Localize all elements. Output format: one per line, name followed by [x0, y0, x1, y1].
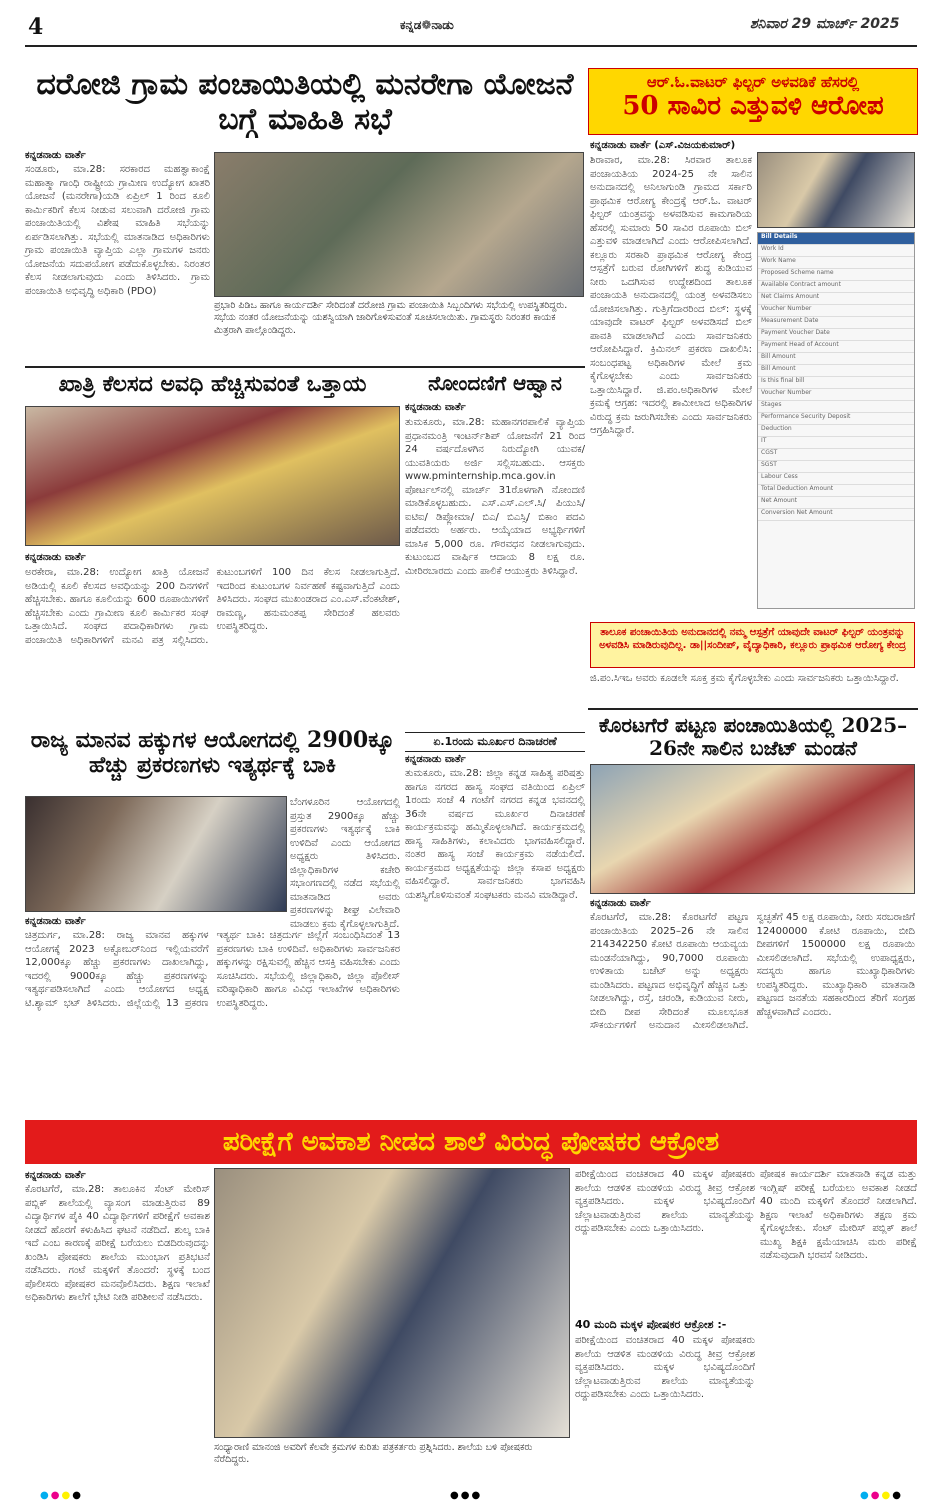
- story6-body: ಚಿತ್ರದುರ್ಗ, ಮಾ.28: ರಾಜ್ಯ ಮಾನವ ಹಕ್ಕುಗಳ ಆಯೋಗಕ್ಕೆ 2023 ಅಕ್ಟೋಬರ್‌ನಿಂದ ಇಲ್ಲಿಯವರೆಗೆ 12,000ಕ್ಕೂ ಹೆಚ್ಚು ಪ್ರಕರಣಗಳು ದಾಖಲಾಗಿದ್ದು, ಇದರಲ್ಲಿ 9000ಕ್ಕೂ ಹೆಚ್ಚು ಪ್ರಕರಣಗಳನ್ನು ಇತ್ಯರ್ಥಪಡಿಸಲಾಗಿದೆ ಎಂದು ಆಯೋಗದ ಅಧ್ಯಕ್ಷ ಟಿ.ಶ್ಯಾಮ್ ಭಟ್ ತಿಳಿಸಿದರು. ಜಿಲ್ಲೆಯಲ್ಲಿ 13 ಪ್ರಕರಣ ಇತ್ಯರ್ಥ ಬಾಕಿ: ಚಿತ್ರದುರ್ಗ ಜಿಲ್ಲೆಗೆ ಸಂಬಂಧಿಸಿದಂತೆ 13 ಪ್ರಕರಣಗಳು ಬಾಕಿ ಉಳಿದಿವೆ. ಅಧಿಕಾರಿಗಳು ಸಾರ್ವಜನಿಕರ ಹಕ್ಕುಗಳನ್ನು ರಕ್ಷಿಸುವಲ್ಲಿ ಹೆಚ್ಚಿನ ಆಸಕ್ತಿ ವಹಿಸಬೇಕು ಎಂದು ಸೂಚಿಸಿದರು. ಸಭೆಯಲ್ಲಿ ಜಿಲ್ಲಾಧಿಕಾರಿ, ಜಿಲ್ಲಾ ಪೊಲೀಸ್ ವರಿಷ್ಠಾಧಿಕಾರಿ ಹಾಗೂ ವಿವಿಧ ಇಲಾಖೆಗಳ ಅಧಿಕಾರಿಗಳು ಉಪಸ್ಥಿತರಿದ್ದರು.: [25, 930, 400, 1009]
- story3-photo: [25, 406, 400, 546]
- story2-headline-box: [588, 68, 918, 135]
- bill-document-row: Measurement Date: [758, 317, 914, 329]
- bill-document-row: Performance Security Deposit: [758, 413, 914, 425]
- story2-body: ಶಿರಾವಾರ, ಮಾ.28: ಸಿರವಾರ ತಾಲೂಕ ಪಂಚಾಯತಿಯ 2024-25 ನೇ ಸಾಲಿನ ಅನುದಾನದಲ್ಲಿ ಅನಿಲಾಗುಂಡಿ ಗ್ರಾಮದ ಸರ್ಕಾರಿ ಪ್ರಾಥಮಿಕ ಆರೋಗ್ಯ ಕೇಂದ್ರಕ್ಕೆ ಆರ್.ಓ. ವಾಟರ್ ಫಿಲ್ಟರ್ ಯಂತ್ರವನ್ನು ಅಳವಡಿಸುವ ಕಾಮಗಾರಿಯ ಹೆಸರಲ್ಲಿ ಸುಮಾರು 50 ಸಾವಿರ ರೂಪಾಯಿ ಬಿಲ್ ಎತ್ತುವಳಿ ಮಾಡಲಾಗಿದೆ ಎಂದು ಆರೋಪಿಸಲಾಗಿದೆ. ಕಲ್ಲೂರು ಸರಕಾರಿ ಪ್ರಾಥಮಿಕ ಆರೋಗ್ಯ ಕೇಂದ್ರ ಆಸ್ಪತ್ರೆಗೆ ಬರುವ ರೋಗಿಗಳಿಗೆ ಶುದ್ಧ ಕುಡಿಯುವ ನೀರು ಒದಗಿಸುವ ಉದ್ದೇಶದಿಂದ ತಾಲೂಕ ಪಂಚಾಯತಿ ಅನುದಾನದಲ್ಲಿ ಯಂತ್ರ ಅಳವಡಿಸಲು ಯೋಜಿಸಲಾಗಿತ್ತು. ಗುತ್ತಿಗೆದಾರರಿಂದ ಬಿಲ್: ಸ್ಥಳಕ್ಕೆ ಯಾವುದೇ ವಾಟರ್ ಫಿಲ್ಟರ್ ಅಳವಡಿಸದೆ ಬಿಲ್ ಪಾವತಿ ಮಾಡಲಾಗಿದೆ ಎಂದು ಸಾರ್ವಜನಿಕರು ಆರೋಪಿಸಿದ್ದಾರೆ. ಕ್ರಿಮಿನಲ್ ಪ್ರಕರಣ ದಾಖಲಿಸಿ: ಸಂಬಂಧಪಟ್ಟ ಅಧಿಕಾರಿಗಳ ಮೇಲೆ ಕ್ರಮ ಕೈಗೊಳ್ಳಬೇಕು ಎಂದು ಸಾರ್ವಜನಿಕರು ಒತ್ತಾಯಿಸಿದ್ದಾರೆ. ಜಿ.ಪಂ.ಅಧಿಕಾರಿಗಳ ಮೇಲೆ ಕ್ರಮಕ್ಕೆ ಆಗ್ರಹ: ಇದರಲ್ಲಿ ಶಾಮೀಲಾದ ಅಧಿಕಾರಿಗಳ ವಿರುದ್ಧ ಕ್ರಮ ಜರುಗಿಸಬೇಕು ಎಂದು ಸಾರ್ವಜನಿಕರು ಆಗ್ರಹಿಸಿದ್ದಾರೆ.: [590, 155, 752, 436]
- bill-document-row: CGST: [758, 449, 914, 461]
- story8-mid-body: ಪರೀಕ್ಷೆಯಿಂದ ವಂಚಿತರಾದ 40 ಮಕ್ಕಳ ಪೋಷಕರು ಶಾಲೆಯ ಆಡಳಿತ ಮಂಡಳಿಯ ವಿರುದ್ಧ ತೀವ್ರ ಆಕ್ರೋಶ ವ್ಯಕ್ತಪಡಿಸಿದರು. ಮಕ್ಕಳ ಭವಿಷ್ಯದೊಂದಿಗೆ ಚೆಲ್ಲಾಟವಾಡುತ್ತಿರುವ ಶಾಲೆಯ ಮಾನ್ಯತೆಯನ್ನು ರದ್ದುಪಡಿಸಬೇಕು ಎಂದು ಒತ್ತಾಯಿಸಿದರು.: [575, 1335, 755, 1400]
- bill-document-row: Stages: [758, 401, 914, 413]
- story1-photo: [214, 152, 584, 297]
- print-registration-dots-center: ●●●: [450, 1490, 483, 1501]
- story8-photo: [214, 1168, 570, 1438]
- story4-body: ತುಮಕೂರು, ಮಾ.28: ಮಹಾನಗರಪಾಲಿಕೆ ವ್ಯಾಪ್ತಿಯ ಪ್ರಧಾನಮಂತ್ರಿ ಇಂಟರ್ನ್‌ಶಿಪ್ ಯೋಜನೆಗೆ 21 ರಿಂದ 24 ವರ್ಷದೊಳಗಿನ ನಿರುದ್ಯೋಗಿ ಯುವಕ/ಯುವತಿಯರು ಅರ್ಜಿ ಸಲ್ಲಿಸಬಹುದು. ಆಸಕ್ತರು www.pminternship.mca.gov.in ಪೋರ್ಟಲ್‌ನಲ್ಲಿ ಮಾರ್ಚ್ 31ರೊಳಗಾಗಿ ನೋಂದಣಿ ಮಾಡಿಕೊಳ್ಳಬಹುದು. ಎಸ್.ಎಸ್.ಎಲ್.ಸಿ/ ಪಿಯುಸಿ/ ಐಟಿಐ/ ಡಿಪ್ಲೋಮಾ/ ಬಿಎ/ ಬಿಎಸ್ಸಿ/ ಬಿಕಾಂ ಪದವಿ ಪಡೆದವರು ಅರ್ಹರು. ಆಯ್ಕೆಯಾದ ಅಭ್ಯರ್ಥಿಗಳಿಗೆ ಮಾಸಿಕ 5,000 ರೂ. ಗೌರವಧನ ನೀಡಲಾಗುವುದು. ಕುಟುಂಬದ ವಾರ್ಷಿಕ ಆದಾಯ 8 ಲಕ್ಷ ರೂ. ಮೀರಿರಬಾರದು ಎಂದು ಪಾಲಿಕೆ ಆಯುಕ್ತರು ತಿಳಿಸಿದ್ದಾರೆ.: [405, 417, 585, 577]
- section-rule: [25, 366, 585, 368]
- story7-body: ಕೊರಟಗೆರೆ, ಮಾ.28: ಕೊರಟಗೆರೆ ಪಟ್ಟಣ ಪಂಚಾಯಿತಿಯ 2025–26 ನೇ ಸಾಲಿನ 214342250 ಕೋಟಿ ರೂಪಾಯಿ ಆಯವ್ಯಯ ಮಂಡನೆಯಾಗಿದ್ದು, 90,7000 ರೂಪಾಯಿ ಉಳಿತಾಯ ಬಜೆಟ್ ಅನ್ನು ಅಧ್ಯಕ್ಷರು ಮಂಡಿಸಿದರು. ಪಟ್ಟಣದ ಅಭಿವೃದ್ಧಿಗೆ ಹೆಚ್ಚಿನ ಒತ್ತು ನೀಡಲಾಗಿದ್ದು, ರಸ್ತೆ, ಚರಂಡಿ, ಕುಡಿಯುವ ನೀರು, ಬೀದಿ ದೀಪ ಸೇರಿದಂತೆ ಮೂಲಭೂತ ಸೌಕರ್ಯಗಳಿಗೆ ಅನುದಾನ ಮೀಸಲಿಡಲಾಗಿದೆ. ಸ್ವಚ್ಛತೆಗೆ 45 ಲಕ್ಷ ರೂಪಾಯಿ, ನೀರು ಸರಬರಾಜಿಗೆ 12400000 ಕೋಟಿ ರೂಪಾಯಿ, ಬೀದಿ ದೀಪಗಳಿಗೆ 1500000 ಲಕ್ಷ ರೂಪಾಯಿ ಮೀಸಲಿಡಲಾಗಿದೆ. ಸಭೆಯಲ್ಲಿ ಉಪಾಧ್ಯಕ್ಷರು, ಸದಸ್ಯರು ಹಾಗೂ ಮುಖ್ಯಾಧಿಕಾರಿಗಳು ಉಪಸ್ಥಿತರಿದ್ದರು. ಮುಖ್ಯಾಧಿಕಾರಿ ಮಾತನಾಡಿ ಪಟ್ಟಣದ ಜನತೆಯ ಸಹಕಾರದಿಂದ ತೆರಿಗೆ ಸಂಗ್ರಹ ಹೆಚ್ಚಳವಾಗಿದೆ ಎಂದರು.: [590, 912, 915, 1031]
- story3-headline: ಖಾತ್ರಿ ಕೆಲಸದ ಅವಧಿ ಹೆಚ್ಚಿಸುವಂತೆ ಒತ್ತಾಯ: [58, 371, 367, 397]
- bill-document-row: Net Amount: [758, 497, 914, 509]
- bill-document-row: Is this final bill: [758, 377, 914, 389]
- bill-document-rows: [758, 233, 914, 521]
- bill-document-row: Bill Details: [758, 233, 914, 245]
- story6-headline: ರಾಜ್ಯ ಮಾನವ ಹಕ್ಕುಗಳ ಆಯೋಗದಲ್ಲಿ 2900ಕ್ಕೂ ಹೆಚ್ಚು ಪ್ರಕರಣಗಳು ಇತ್ಯರ್ಥಕ್ಕೆ ಬಾಕಿ: [30, 727, 395, 779]
- issue-date: ಶನಿವಾರ 29 ಮಾರ್ಚ್ 2025: [750, 16, 900, 32]
- story1-caption: ಪ್ರಭಾರಿ ಪಿಡಿಒ ಹಾಗೂ ಕಾರ್ಯದರ್ಶಿ ಸೇರಿದಂತೆ ದರೋಜಿ ಗ್ರಾಮ ಪಂಚಾಯಿತಿ ಸಿಬ್ಬಂದಿಗಳು ಸಭೆಯಲ್ಲಿ ಉಪಸ್ಥಿತರಿದ್ದರು. ಸಭೆಯ ನಂತರ ಯೋಜನೆಯನ್ನು ಯಶಸ್ವಿಯಾಗಿ ಜಾರಿಗೊಳಿಸುವಂತೆ ಸೂಚಿಸಲಾಯಿತು. ಗ್ರಾಮಸ್ಥರು ನಿರಂತರ ಕಾಯಕ ಮಿತ್ರರಾಗಿ ಪಾಲ್ಗೊಂಡಿದ್ದರು.: [214, 300, 568, 336]
- bill-document-row: Work Id: [758, 245, 914, 257]
- story8-headline: ಪರೀಕ್ಷೆಗೆ ಅವಕಾಶ ನೀಡದ ಶಾಲೆ ವಿರುದ್ಧ ಪೋಷಕರ ಆಕ್ರೋಶ: [222, 1127, 720, 1157]
- print-registration-dots-left: ●●●●: [40, 1490, 83, 1501]
- story4-headline: ನೋಂದಣಿಗೆ ಆಹ್ವಾನ: [428, 371, 562, 395]
- story6-byline: ಕನ್ನಡನಾಡು ವಾರ್ತೆ: [25, 916, 86, 927]
- bill-document-row: Work Name: [758, 257, 914, 269]
- story8-body: ಕೊರಟಗೆರೆ, ಮಾ.28: ತಾಲೂಕಿನ ಸೆಂಟ್ ಮೇರಿಸ್ ಪಬ್ಲಿಕ್ ಶಾಲೆಯಲ್ಲಿ ವ್ಯಾಸಂಗ ಮಾಡುತ್ತಿರುವ 89 ವಿದ್ಯಾರ್ಥಿಗಳ ಪೈಕಿ 40 ವಿದ್ಯಾರ್ಥಿಗಳಿಗೆ ಪರೀಕ್ಷೆಗೆ ಅವಕಾಶ ನೀಡದೆ ಹೊರಗೆ ಕಳುಹಿಸಿದ ಘಟನೆ ನಡೆದಿದೆ. ಶುಲ್ಕ ಬಾಕಿ ಇದೆ ಎಂಬ ಕಾರಣಕ್ಕೆ ಪರೀಕ್ಷೆ ಬರೆಯಲು ಬಿಡದಿರುವುದನ್ನು ಖಂಡಿಸಿ ಪೋಷಕರು ಶಾಲೆಯ ಮುಂಭಾಗ ಪ್ರತಿಭಟನೆ ನಡೆಸಿದರು. ಗಂಟೆ ಮಕ್ಕಳಿಗೆ ತೊಂದರೆ: ಸ್ಥಳಕ್ಕೆ ಬಂದ ಪೊಲೀಸರು ಪೋಷಕರ ಮನವೊಲಿಸಿದರು. ಶಿಕ್ಷಣ ಇಲಾಖೆ ಅಧಿಕಾರಿಗಳು ಶಾಲೆಗೆ ಭೇಟಿ ನೀಡಿ ಪರಿಶೀಲನೆ ನಡೆಸಿದರು.: [25, 1184, 210, 1303]
- story2-building-photo: [757, 152, 915, 228]
- bill-document-row: Total Deduction Amount: [758, 485, 914, 497]
- bill-document-row: Proposed Scheme name: [758, 269, 914, 281]
- story2-notice-box: [590, 622, 915, 668]
- story3-byline: ಕನ್ನಡನಾಡು ವಾರ್ತೆ: [25, 552, 86, 563]
- story3-body: ಅರಕೇರಾ, ಮಾ.28: ಉದ್ಯೋಗ ಖಾತ್ರಿ ಯೋಜನೆ ಅಡಿಯಲ್ಲಿ ಕೂಲಿ ಕೆಲಸದ ಅವಧಿಯನ್ನು 200 ದಿನಗಳಿಗೆ ಹೆಚ್ಚಿಸಬೇಕು. ಹಾಗೂ ಕೂಲಿಯನ್ನು 600 ರೂಪಾಯಿಗಳಿಗೆ ಹೆಚ್ಚಿಸಬೇಕು ಎಂದು ಗ್ರಾಮೀಣ ಕೂಲಿ ಕಾರ್ಮಿಕರ ಸಂಘ ಒತ್ತಾಯಿಸಿದೆ. ಸಂಘದ ಪದಾಧಿಕಾರಿಗಳು ಗ್ರಾಮ ಪಂಚಾಯಿತಿ ಅಧಿಕಾರಿಗಳಿಗೆ ಮನವಿ ಪತ್ರ ಸಲ್ಲಿಸಿದರು. ಕುಟುಂಬಗಳಿಗೆ 100 ದಿನ ಕೆಲಸ ನೀಡಲಾಗುತ್ತಿದೆ. ಇದರಿಂದ ಕುಟುಂಬಗಳ ನಿರ್ವಹಣೆ ಕಷ್ಟವಾಗುತ್ತಿದೆ ಎಂದು ತಿಳಿಸಿದರು. ಸಂಘದ ಮುಖಂಡರಾದ ಎಂ.ಎಸ್.ವೆಂಕಟೇಶ್, ರಾಮಣ್ಣ, ಹನುಮಂತಪ್ಪ ಸೇರಿದಂತೆ ಹಲವರು ಉಪಸ್ಥಿತರಿದ್ದರು.: [25, 567, 400, 646]
- story2-byline: ಕನ್ನಡನಾಡು ವಾರ್ತೆ (ಎಸ್.ವಿಜಯಕುಮಾರ್): [590, 140, 736, 151]
- bill-document-row: Available Contract amount: [758, 281, 914, 293]
- print-registration-dots-right: ●●●●: [860, 1490, 903, 1501]
- story8-headline-banner: [25, 1120, 917, 1164]
- story6-photo: [25, 796, 287, 912]
- section-rule-right: [588, 708, 918, 710]
- masthead-rule: [25, 45, 917, 47]
- story7-headline: ಕೊರಟಗೆರೆ ಪಟ್ಟಣ ಪಂಚಾಯಿತಿಯಲ್ಲಿ 2025–26ನೇ ಸಾಲಿನ ಬಜೆಟ್ ಮಂಡನೆ: [598, 713, 908, 760]
- newspaper-name: ಕನ್ನಡ❁ನಾಡು: [400, 18, 454, 32]
- story8-mid-body-top: ಪರೀಕ್ಷೆಯಿಂದ ವಂಚಿತರಾದ 40 ಮಕ್ಕಳ ಪೋಷಕರು ಶಾಲೆಯ ಆಡಳಿತ ಮಂಡಳಿಯ ವಿರುದ್ಧ ತೀವ್ರ ಆಕ್ರೋಶ ವ್ಯಕ್ತಪಡಿಸಿದರು. ಮಕ್ಕಳ ಭವಿಷ್ಯದೊಂದಿಗೆ ಚೆಲ್ಲಾಟವಾಡುತ್ತಿರುವ ಶಾಲೆಯ ಮಾನ್ಯತೆಯನ್ನು ರದ್ದುಪಡಿಸಬೇಕು ಎಂದು ಒತ್ತಾಯಿಸಿದರು.: [575, 1169, 755, 1234]
- page-number: 4: [28, 14, 44, 40]
- bill-document-row: Net Claims Amount: [758, 293, 914, 305]
- story7-photo: [590, 764, 915, 894]
- story2-bill-document: [757, 232, 915, 609]
- story8-byline: ಕನ್ನಡನಾಡು ವಾರ್ತೆ: [25, 1170, 86, 1181]
- bill-document-row: Labour Cess: [758, 473, 914, 485]
- bill-document-row: Payment Head of Account: [758, 341, 914, 353]
- story2-notice-text: ತಾಲೂಕ ಪಂಚಾಯಿತಿಯ ಅನುದಾನದಲ್ಲಿ ನಮ್ಮ ಆಸ್ಪತ್ರೆಗೆ ಯಾವುದೇ ವಾಟರ್ ಫಿಲ್ಟರ್ ಯಂತ್ರವನ್ನು ಅಳವಡಿಸಿ ಮಾಡಿರುವುದಿಲ್ಲ. ಡಾ||ಸಂದೀಪ್, ವೈದ್ಯಾಧಿಕಾರಿ, ಕಲ್ಲೂರು ಪ್ರಾಥಮಿಕ ಆರೋಗ್ಯ ಕೇಂದ್ರ: [599, 627, 906, 651]
- story8-mid-heading: 40 ಮಂದಿ ಮಕ್ಕಳ ಪೋಷಕರ ಆಕ್ರೋಶ :-: [575, 1318, 727, 1331]
- bill-document-row: Conversion Net Amount: [758, 509, 914, 521]
- story8-caption: ಸಂಧ್ಯಾರಾಣಿ ಮಾನಂಜಿ ಅವರಿಗೆ ಕೆಲವೇ ಕ್ರಮಗಳ ಕುರಿತು ಪತ್ರಕರ್ತರು ಪ್ರಶ್ನಿಸಿದರು. ಶಾಲೆಯ ಬಳಿ ಪೋಷಕರು ನೆರೆದಿದ್ದರು.: [214, 1442, 533, 1466]
- bill-document-row: SGST: [758, 461, 914, 473]
- story1-headline: ದರೋಜಿ ಗ್ರಾಮ ಪಂಚಾಯಿತಿಯಲ್ಲಿ ಮನರೇಗಾ ಯೋಜನೆ ಬಗ್ಗೆ ಮಾಹಿತಿ ಸಭೆ: [36, 67, 574, 137]
- bill-document-row: Voucher Number: [758, 389, 914, 401]
- story2-after-notice: ಜಿ.ಪಂ.ಸಿಇಒ ಅವರು ಕೂಡಲೇ ಸೂಕ್ತ ಕ್ರಮ ಕೈಗೊಳ್ಳಬೇಕು ಎಂದು ಸಾರ್ವಜನಿಕರು ಒತ್ತಾಯಿಸಿದ್ದಾರೆ.: [590, 673, 899, 684]
- story5-byline: ಕನ್ನಡನಾಡು ವಾರ್ತೆ: [405, 754, 466, 765]
- story1-byline: ಕನ್ನಡನಾಡು ವಾರ್ತೆ: [25, 150, 86, 161]
- story2-headline-line1: ಆರ್.ಓ.ವಾಟರ್ ಫಿಲ್ಟರ್ ಅಳವಡಿಕೆ ಹೆಸರಲ್ಲಿ: [646, 73, 860, 91]
- story4-byline: ಕನ್ನಡನಾಡು ವಾರ್ತೆ: [405, 402, 466, 413]
- bill-document-row: Payment Voucher Date: [758, 329, 914, 341]
- story5-headline: ಏ.1ರಂದು ಮೂರ್ಖರ ದಿನಾಚರಣೆ: [405, 732, 585, 752]
- bill-document-row: Voucher Number: [758, 305, 914, 317]
- bill-document-row: Bill Amount: [758, 353, 914, 365]
- story5-body: ತುಮಕೂರು, ಮಾ.28: ಜಿಲ್ಲಾ ಕನ್ನಡ ಸಾಹಿತ್ಯ ಪರಿಷತ್ತು ಹಾಗೂ ನಗರದ ಹಾಸ್ಯ ಸಂಘದ ವತಿಯಿಂದ ಏಪ್ರಿಲ್ 1ರಂದು ಸಂಜೆ 4 ಗಂಟೆಗೆ ನಗರದ ಕನ್ನಡ ಭವನದಲ್ಲಿ 36ನೇ ವರ್ಷದ ಮೂರ್ಖರ ದಿನಾಚರಣೆ ಕಾರ್ಯಕ್ರಮವನ್ನು ಹಮ್ಮಿಕೊಳ್ಳಲಾಗಿದೆ. ಕಾರ್ಯಕ್ರಮದಲ್ಲಿ ಹಾಸ್ಯ ಸಾಹಿತಿಗಳು, ಕಲಾವಿದರು ಭಾಗವಹಿಸಲಿದ್ದಾರೆ. ನಂತರ ಹಾಸ್ಯ ಸಂಜೆ ಕಾರ್ಯಕ್ರಮ ನಡೆಯಲಿದೆ. ಕಾರ್ಯಕ್ರಮದ ಅಧ್ಯಕ್ಷತೆಯನ್ನು ಜಿಲ್ಲಾ ಕಸಾಪ ಅಧ್ಯಕ್ಷರು ವಹಿಸಲಿದ್ದಾರೆ. ಸಾರ್ವಜನಿಕರು ಭಾಗವಹಿಸಿ ಯಶಸ್ವಿಗೊಳಿಸುವಂತೆ ಸಂಘಟಕರು ಮನವಿ ಮಾಡಿದ್ದಾರೆ.: [405, 768, 585, 901]
- story8-right-body: ಪೋಷಕ ಕಾರ್ಯದರ್ಶಿ ಮಾತನಾಡಿ ಕನ್ನಡ ಮತ್ತು ಇಂಗ್ಲಿಷ್ ಪರೀಕ್ಷೆ ಬರೆಯಲು ಅವಕಾಶ ನೀಡದೆ 40 ಮಂದಿ ಮಕ್ಕಳಿಗೆ ತೊಂದರೆ ನೀಡಲಾಗಿದೆ. ಶಿಕ್ಷಣ ಇಲಾಖೆ ಅಧಿಕಾರಿಗಳು ತಕ್ಷಣ ಕ್ರಮ ಕೈಗೊಳ್ಳಬೇಕು. ಸೆಂಟ್ ಮೇರಿಸ್ ಪಬ್ಲಿಕ್ ಶಾಲೆ ಮುಖ್ಯ ಶಿಕ್ಷಕಿ ಕ್ಷಮೆಯಾಚಿಸಿ ಮರು ಪರೀಕ್ಷೆ ನಡೆಸುವುದಾಗಿ ಭರವಸೆ ನೀಡಿದರು.: [760, 1169, 917, 1261]
- story2-headline-line2: 50 ಸಾವಿರ ಎತ್ತುವಳಿ ಆರೋಪ: [622, 91, 884, 121]
- story6-body-top: ಬೆಂಗಳೂರಿನ ಆಯೋಗದಲ್ಲಿ ಪ್ರಸ್ತುತ 2900ಕ್ಕೂ ಹೆಚ್ಚು ಪ್ರಕರಣಗಳು ಇತ್ಯರ್ಥಕ್ಕೆ ಬಾಕಿ ಉಳಿದಿವೆ ಎಂದು ಆಯೋಗದ ಅಧ್ಯಕ್ಷರು ತಿಳಿಸಿದರು. ಜಿಲ್ಲಾಧಿಕಾರಿಗಳ ಕಚೇರಿ ಸಭಾಂಗಣದಲ್ಲಿ ನಡೆದ ಸಭೆಯಲ್ಲಿ ಮಾತನಾಡಿದ ಅವರು ಪ್ರಕರಣಗಳನ್ನು ಶೀಘ್ರ ವಿಲೇವಾರಿ ಮಾಡಲು ಕ್ರಮ ಕೈಗೊಳ್ಳಲಾಗುತ್ತಿದೆ.: [290, 797, 400, 930]
- bill-document-row: IT: [758, 437, 914, 449]
- bill-document-row: Deduction: [758, 425, 914, 437]
- story7-byline: ಕನ್ನಡನಾಡು ವಾರ್ತೆ: [590, 898, 651, 909]
- bill-document-row: Bill Amount: [758, 365, 914, 377]
- story1-body: ಸಂಡೂರು, ಮಾ.28: ಸರಕಾರದ ಮಹತ್ವಾಕಾಂಕ್ಷೆ ಮಹಾತ್ಮಾ ಗಾಂಧಿ ರಾಷ್ಟ್ರೀಯ ಗ್ರಾಮೀಣ ಉದ್ಯೋಗ ಖಾತರಿ ಯೋಜನೆ (ಮನರೇಗಾ)ಯಡಿ ಏಪ್ರಿಲ್ 1 ರಿಂದ ಕೂಲಿ ಕಾರ್ಮಿಕರಿಗೆ ಕೆಲಸ ನೀಡುವ ಸಲುವಾಗಿ ದರೋಜಿ ಗ್ರಾಮ ಪಂಚಾಯಿತಿಯಲ್ಲಿ ವಿಶೇಷ ಮಾಹಿತಿ ಸಭೆಯನ್ನು ಏರ್ಪಡಿಸಲಾಗಿತ್ತು. ಸಭೆಯಲ್ಲಿ ಮಾತನಾಡಿದ ಅಧಿಕಾರಿಗಳು ಗ್ರಾಮ ಪಂಚಾಯಿತಿ ವ್ಯಾಪ್ತಿಯ ಎಲ್ಲಾ ಗ್ರಾಮಗಳ ಜನರು ಯೋಜನೆಯ ಸದುಪಯೋಗ ಪಡೆದುಕೊಳ್ಳಬೇಕು. ನಿರಂತರ ಕೆಲಸ ನೀಡಲಾಗುವುದು ಎಂದು ತಿಳಿಸಿದರು. ಗ್ರಾಮ ಪಂಚಾಯಿತಿ ಅಭಿವೃದ್ಧಿ ಅಧಿಕಾರಿ (PDO): [25, 164, 210, 297]
